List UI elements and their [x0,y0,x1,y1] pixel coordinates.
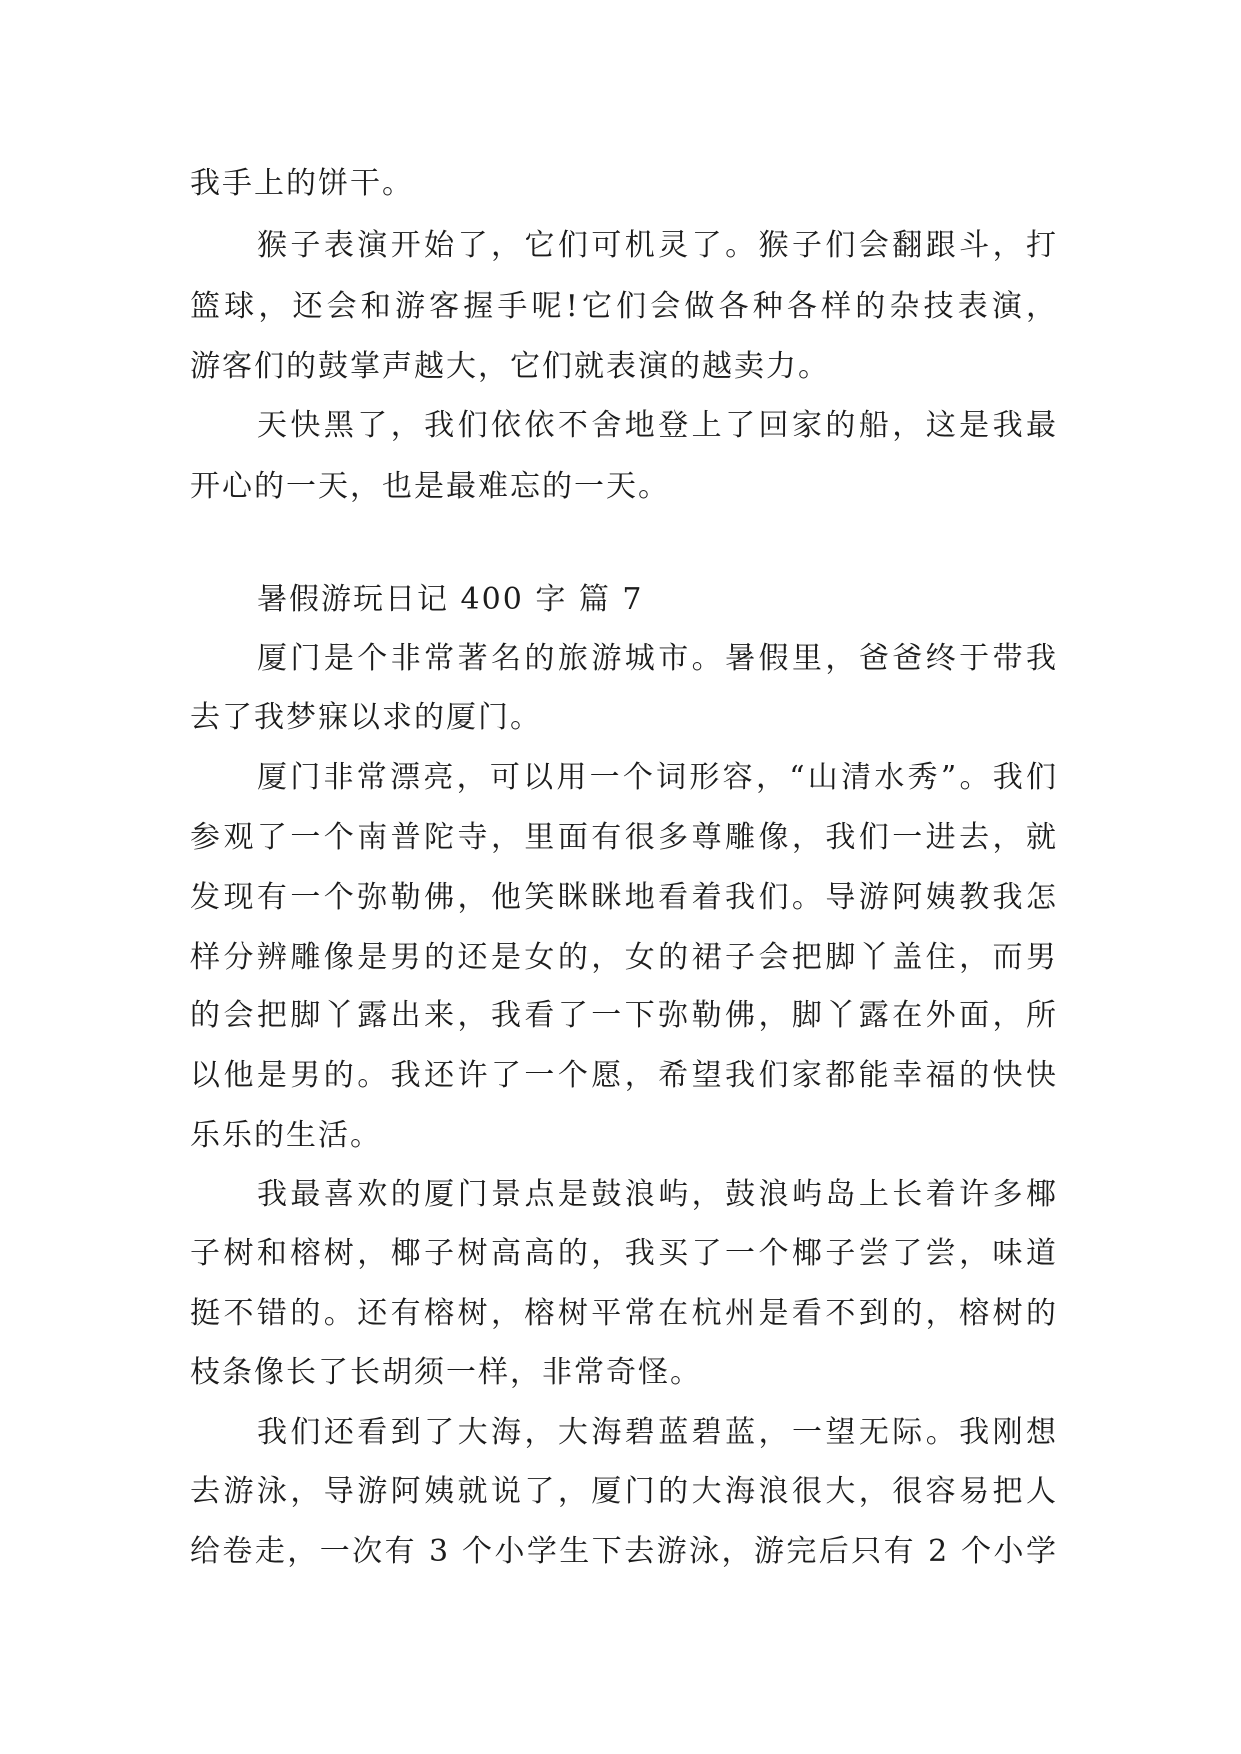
text-line: 厦门非常漂亮，可以用一个词形容，“山清水秀”。我们 [257,760,1058,795]
text-line: 游客们的鼓掌声越大，它们就表演的越卖力。 [190,349,830,384]
section-heading: 暑假游玩日记 400 字 篇 7 [257,582,644,617]
text-line: 去了我梦寐以求的厦门。 [190,700,542,735]
text-line: 我们还看到了大海，大海碧蓝碧蓝，一望无际。我刚想 [257,1415,1058,1450]
text-line: 给卷走，一次有 3 个小学生下去游泳，游完后只有 2 个小学 [190,1534,1058,1569]
text-line: 猴子表演开始了，它们可机灵了。猴子们会翻跟斗，打 [257,228,1058,263]
text-line: 挺不错的。还有榕树，榕树平常在杭州是看不到的，榕树的 [190,1296,1058,1331]
text-line: 去游泳，导游阿姨就说了，厦门的大海浪很大，很容易把人 [190,1474,1058,1509]
text-line: 我最喜欢的厦门景点是鼓浪屿，鼓浪屿岛上长着许多椰 [257,1177,1058,1212]
text-line: 以他是男的。我还许了一个愿，希望我们家都能幸福的快快 [190,1058,1058,1093]
text-line: 子树和榕树，椰子树高高的，我买了一个椰子尝了尝，味道 [190,1236,1058,1271]
text-line: 厦门是个非常著名的旅游城市。暑假里，爸爸终于带我 [257,641,1058,676]
text-line: 样分辨雕像是男的还是女的，女的裙子会把脚丫盖住，而男 [190,940,1058,975]
text-line: 枝条像长了长胡须一样，非常奇怪。 [190,1355,702,1390]
text-line: 发现有一个弥勒佛，他笑眯眯地看着我们。导游阿姨教我怎 [190,880,1058,915]
text-line: 参观了一个南普陀寺，里面有很多尊雕像，我们一进去，就 [190,820,1058,855]
text-line: 我手上的饼干。 [190,166,414,201]
text-line: 乐乐的生活。 [190,1118,382,1153]
text-line: 篮球，还会和游客握手呢!它们会做各种各样的杂技表演， [190,289,1058,324]
text-line: 的会把脚丫露出来，我看了一下弥勒佛，脚丫露在外面，所 [190,998,1058,1033]
text-line: 天快黑了，我们依依不舍地登上了回家的船，这是我最 [257,408,1058,443]
text-line: 开心的一天，也是最难忘的一天。 [190,469,670,504]
